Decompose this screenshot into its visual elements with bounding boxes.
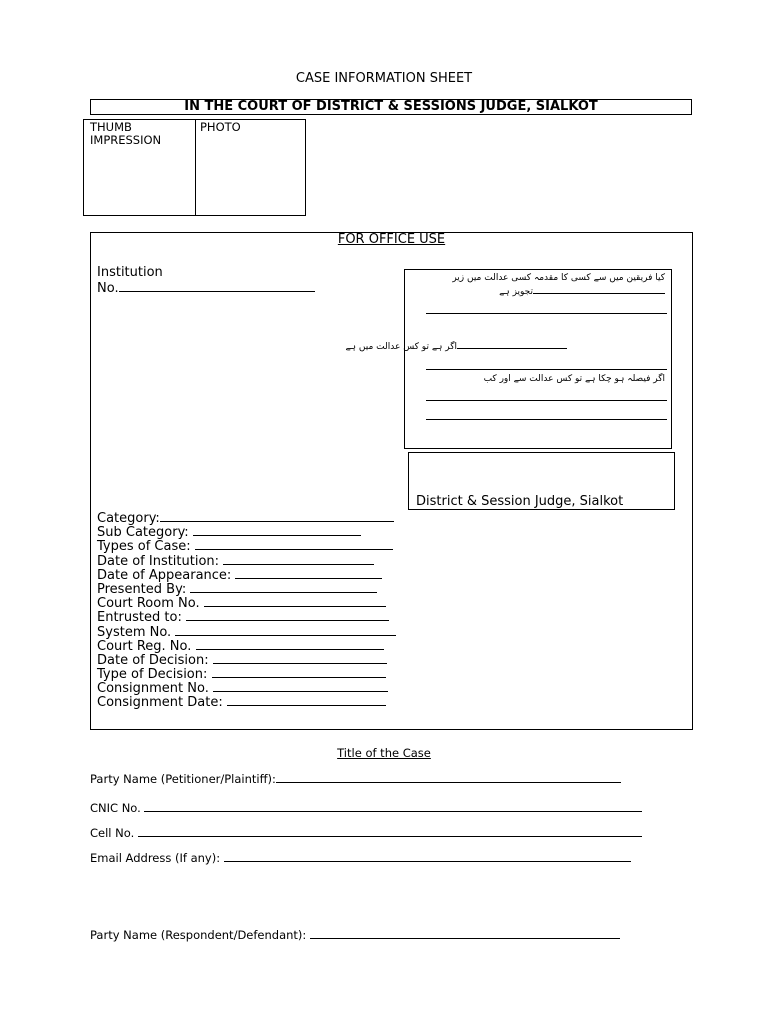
- cnic-field[interactable]: [90, 801, 642, 815]
- pending-case-question-cont: [415, 285, 665, 298]
- institution-label-line1: Institution: [97, 265, 163, 280]
- field-line[interactable]: [213, 652, 387, 664]
- email-label: Email Address (If any):: [90, 851, 224, 865]
- which-court-question-text: اگر ہے تو کس عدالت میں ہے: [345, 342, 457, 352]
- decided-line-2[interactable]: [426, 419, 667, 420]
- pending-case-question: کیا فریقین میں سے کسی کا مقدمہ کسی عدالت میں زیر: [452, 273, 665, 283]
- institution-number-line[interactable]: [119, 280, 315, 292]
- respondent-field[interactable]: [90, 928, 620, 942]
- field-label: Court Room No.: [97, 596, 204, 612]
- field-label: Date of Decision:: [97, 652, 213, 668]
- email-field[interactable]: [90, 851, 631, 865]
- cell-field[interactable]: [90, 826, 642, 840]
- field-label: Category:: [97, 511, 160, 526]
- field-label: Date of Institution:: [97, 553, 224, 569]
- email-line[interactable]: [224, 851, 631, 862]
- pending-case-box: [345, 269, 672, 449]
- field-label: System No.: [97, 624, 176, 640]
- office-use-title-text: FOR OFFICE USE: [337, 232, 446, 247]
- petitioner-line[interactable]: [276, 772, 621, 783]
- field-label: Type of Decision:: [97, 667, 212, 683]
- field-line[interactable]: [195, 538, 393, 550]
- field-date-of-appearance[interactable]: [97, 567, 396, 581]
- field-label: Entrusted to:: [97, 610, 186, 626]
- judge-label: District & Session Judge, Sialkot: [416, 494, 624, 509]
- petitioner-field[interactable]: [90, 772, 621, 786]
- which-court-question: [345, 340, 567, 353]
- cnic-line[interactable]: [144, 801, 642, 812]
- institution-label-line2: No.: [97, 281, 119, 296]
- field-court-room-no[interactable]: [97, 595, 396, 612]
- decided-line-1[interactable]: [426, 400, 667, 401]
- field-line[interactable]: [212, 666, 386, 678]
- field-label: Date of Appearance:: [97, 567, 236, 583]
- field-line[interactable]: [186, 609, 389, 621]
- court-title: IN THE COURT OF DISTRICT & SESSIONS JUDGE, SIALKOT: [90, 99, 692, 115]
- field-label: Sub Category:: [97, 525, 193, 541]
- field-line[interactable]: [227, 694, 386, 706]
- field-label: Presented By:: [97, 581, 191, 597]
- field-label: Consignment Date:: [97, 695, 227, 711]
- field-line[interactable]: [175, 624, 396, 636]
- photo-box: [194, 119, 306, 216]
- field-date-of-institution[interactable]: [97, 553, 396, 567]
- pending-case-line-1[interactable]: [426, 313, 667, 314]
- field-consignment-no[interactable]: [97, 680, 396, 697]
- case-title-heading: [0, 746, 768, 760]
- cnic-label: CNIC No.: [90, 801, 145, 815]
- field-line[interactable]: [235, 567, 382, 579]
- field-court-reg-no[interactable]: [97, 638, 396, 652]
- field-consignment-date[interactable]: [97, 694, 396, 711]
- decided-question: اگر فیصلہ ہو چکا ہے تو کس عدالت سے اور کب: [483, 374, 665, 384]
- field-line[interactable]: [160, 510, 394, 522]
- field-category[interactable]: [97, 510, 396, 524]
- thumb-impression-box: [83, 119, 196, 216]
- field-line[interactable]: [190, 581, 377, 593]
- field-label: Types of Case:: [97, 539, 195, 555]
- field-presented-by[interactable]: [97, 581, 396, 595]
- pending-case-answer-line[interactable]: [533, 285, 665, 294]
- which-court-answer-line[interactable]: [457, 340, 567, 349]
- field-label: Court Reg. No.: [97, 638, 196, 654]
- thumb-impression-label: THUMB IMPRESSION: [90, 120, 162, 147]
- cell-line[interactable]: [138, 826, 642, 837]
- field-line[interactable]: [193, 524, 361, 536]
- institution-number-field[interactable]: [97, 265, 315, 296]
- field-types-of-case[interactable]: [97, 538, 396, 555]
- office-use-title: [90, 232, 693, 247]
- sheet-title: CASE INFORMATION SHEET: [295, 71, 473, 86]
- photo-label: PHOTO: [200, 120, 241, 134]
- field-line[interactable]: [204, 595, 386, 607]
- office-fields-list: [97, 510, 396, 709]
- field-sub-category[interactable]: [97, 524, 396, 541]
- case-title-text: Title of the Case: [337, 746, 431, 760]
- field-date-of-decision[interactable]: [97, 652, 396, 666]
- petitioner-label: Party Name (Petitioner/Plaintiff):: [90, 772, 276, 786]
- field-system-no[interactable]: [97, 624, 396, 638]
- cell-label: Cell No.: [90, 826, 138, 840]
- pending-case-question-line2: تجویز ہے: [499, 287, 533, 297]
- field-line[interactable]: [196, 638, 384, 650]
- field-type-of-decision[interactable]: [97, 666, 396, 683]
- field-label: Consignment No.: [97, 681, 213, 697]
- respondent-label: Party Name (Respondent/Defendant):: [90, 928, 310, 942]
- field-line[interactable]: [213, 680, 388, 692]
- field-entrusted-to[interactable]: [97, 609, 396, 626]
- which-court-line[interactable]: [426, 369, 667, 370]
- respondent-line[interactable]: [310, 928, 620, 939]
- field-line[interactable]: [223, 553, 374, 565]
